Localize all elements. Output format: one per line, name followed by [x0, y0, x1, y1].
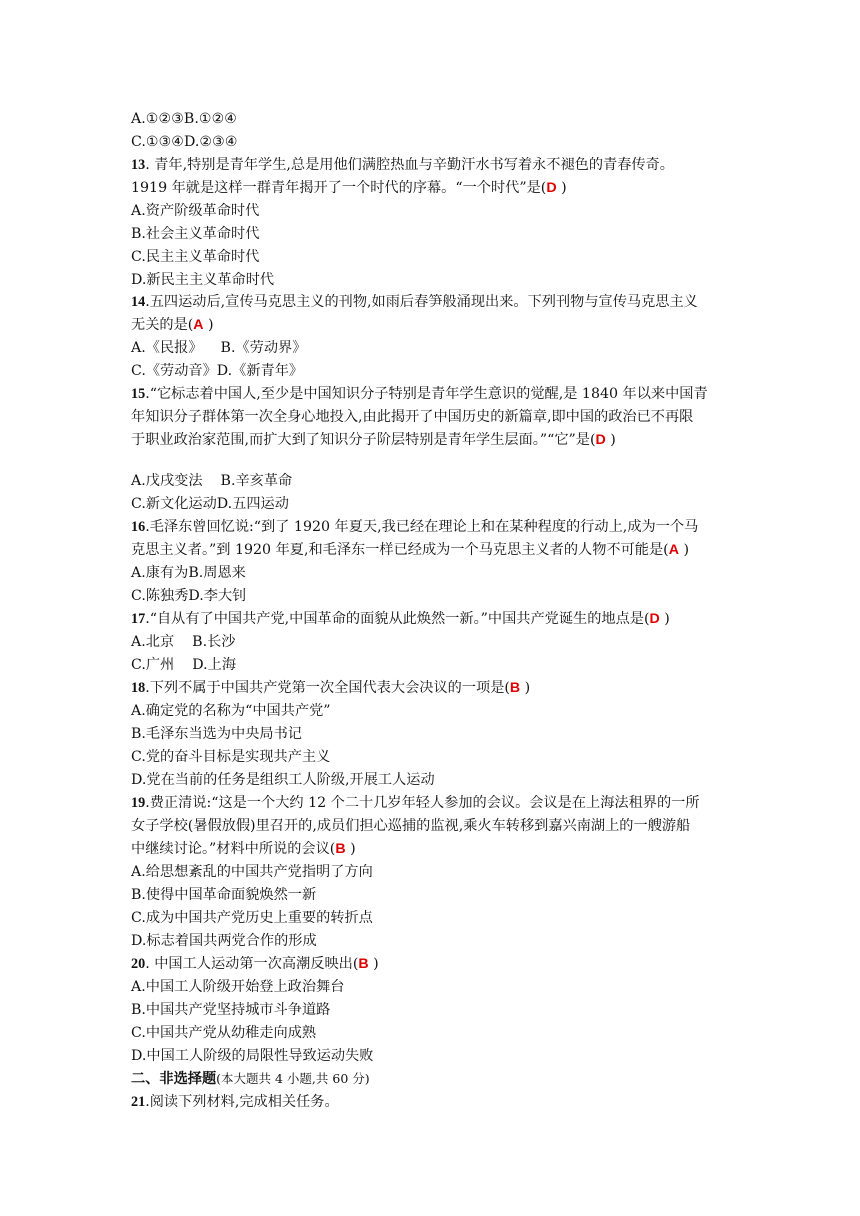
- option-line: D.新民主主义革命时代: [131, 272, 275, 288]
- question-18-stem: 18.下列不属于中国共产党第一次全国代表大会决议的一项是(B ): [131, 680, 531, 696]
- question-16-stem-cont: 克思主义者。”到 1920 年夏,和毛泽东一样已经成为一个马克思主义者的人物不可能是(A ): [131, 542, 689, 558]
- option-line: B.社会主义革命时代: [131, 226, 260, 242]
- question-21-stem: 21.阅读下列材料,完成相关任务。: [131, 1094, 339, 1110]
- option-line: C.党的奋斗目标是实现共产主义: [131, 749, 331, 765]
- option-line: C.中国共产党从幼稚走向成熟: [131, 1025, 317, 1041]
- question-19-stem-cont: 中继续讨论。”材料中所说的会议(B ): [131, 841, 356, 857]
- question-17-stem: 17.“自从有了中国共产党,中国革命的面貌从此焕然一新。”中国共产党诞生的地点是(D ): [131, 611, 670, 627]
- option-line: D.中国工人阶级的局限性导致运动失败: [131, 1048, 374, 1064]
- option-line: C.民主主义革命时代: [131, 249, 260, 265]
- answer-mark: B: [335, 841, 346, 857]
- question-16-stem: 16.毛泽东曾回忆说:“到了 1920 年夏天,我已经在理论上和在某种程度的行动上,成为一个马: [131, 519, 699, 535]
- section-heading: [131, 1069, 370, 1089]
- option-line: A.北京 B.长沙: [131, 634, 236, 650]
- question-13-stem-cont: 1919 年就是这样一群青年揭开了一个时代的序幕。“一个时代”是(D ): [131, 180, 567, 196]
- option-line-12-ab: A.①②③B.①②④: [131, 111, 238, 127]
- option-line: A.康有为B.周恩来: [131, 565, 246, 581]
- option-line: C.广州 D.上海: [131, 657, 237, 673]
- answer-mark: B: [358, 956, 369, 972]
- question-19-stem-cont: 女子学校(暑假放假)里召开的,成员们担心巡捕的监视,乘火车转移到嘉兴南湖上的一艘游船: [131, 818, 691, 834]
- question-number: 21: [131, 1094, 146, 1110]
- option-line: D.标志着国共两党合作的形成: [131, 933, 317, 949]
- question-15-stem-cont: 年知识分子群体第一次全身心地投入,由此揭开了中国历史的新篇章,即中国的政治已不再限: [131, 409, 694, 425]
- option-line: C.《劳动音》D.《新青年》: [131, 363, 304, 379]
- answer-mark: A: [668, 542, 679, 558]
- question-number: 15: [131, 386, 146, 402]
- question-number: 14: [131, 294, 146, 310]
- option-line: A.《民报》 B.《劳动界》: [131, 340, 307, 356]
- option-line: B.毛泽东当选为中央局书记: [131, 726, 302, 742]
- question-number: 20: [131, 956, 146, 972]
- option-line: D.党在当前的任务是组织工人阶级,开展工人运动: [131, 772, 435, 788]
- option-line: C.新文化运动D.五四运动: [131, 496, 289, 512]
- option-line: A.给思想紊乱的中国共产党指明了方向: [131, 864, 373, 880]
- option-line: A.中国工人阶级开始登上政治舞台: [131, 979, 345, 995]
- question-20-stem: 20. 中国工人运动第一次高潮反映出(B ): [131, 956, 379, 972]
- option-line: B.使得中国革命面貌焕然一新: [131, 887, 317, 903]
- question-15-stem-cont: 于职业政治家范围,而扩大到了知识分子阶层特别是青年学生层面。”“它”是(D ): [131, 432, 616, 448]
- question-number: 16: [131, 519, 146, 535]
- option-line: C.陈独秀D.李大钊: [131, 588, 247, 604]
- question-number: 13: [131, 157, 146, 173]
- question-number: 19: [131, 795, 146, 811]
- answer-mark: B: [509, 680, 521, 696]
- question-14-stem: 14.五四运动后,宣传马克思主义的刊物,如雨后春笋般涌现出来。下列刊物与宣传马克思主义: [131, 294, 698, 310]
- section-title: 二、非选择题: [131, 1071, 217, 1087]
- option-line-12-cd: C.①③④D.②③④: [131, 134, 238, 150]
- question-number: 17: [131, 611, 146, 627]
- question-13-stem: 13. 青年,特别是青年学生,总是用他们满腔热血与辛勤汗水书写着永不褪色的青春传奇。: [131, 157, 674, 173]
- answer-mark: D: [546, 180, 557, 196]
- question-14-stem-cont: 无关的是(A ): [131, 317, 214, 333]
- answer-mark: D: [595, 432, 606, 448]
- question-15-stem: 15.“它标志着中国人,至少是中国知识分子特别是青年学生意识的觉醒,是 1840 年以来中国青: [131, 386, 708, 402]
- option-line: C.成为中国共产党历史上重要的转折点: [131, 910, 373, 926]
- option-line: A.资产阶级革命时代: [131, 203, 260, 219]
- answer-mark: D: [649, 611, 660, 627]
- question-19-stem: 19.费正清说:“这是一个大约 12 个二十几岁年轻人参加的会议。会议是在上海法租界的一所: [131, 795, 700, 811]
- answer-mark: A: [193, 317, 204, 333]
- option-line: B.中国共产党坚持城市斗争道路: [131, 1002, 331, 1018]
- section-note: (本大题共 4 小题,共 60 分): [216, 1071, 370, 1086]
- option-line: A.确定党的名称为“中国共产党”: [131, 703, 331, 719]
- option-line: A.戊戌变法 B.辛亥革命: [131, 473, 293, 489]
- question-number: 18: [131, 680, 146, 696]
